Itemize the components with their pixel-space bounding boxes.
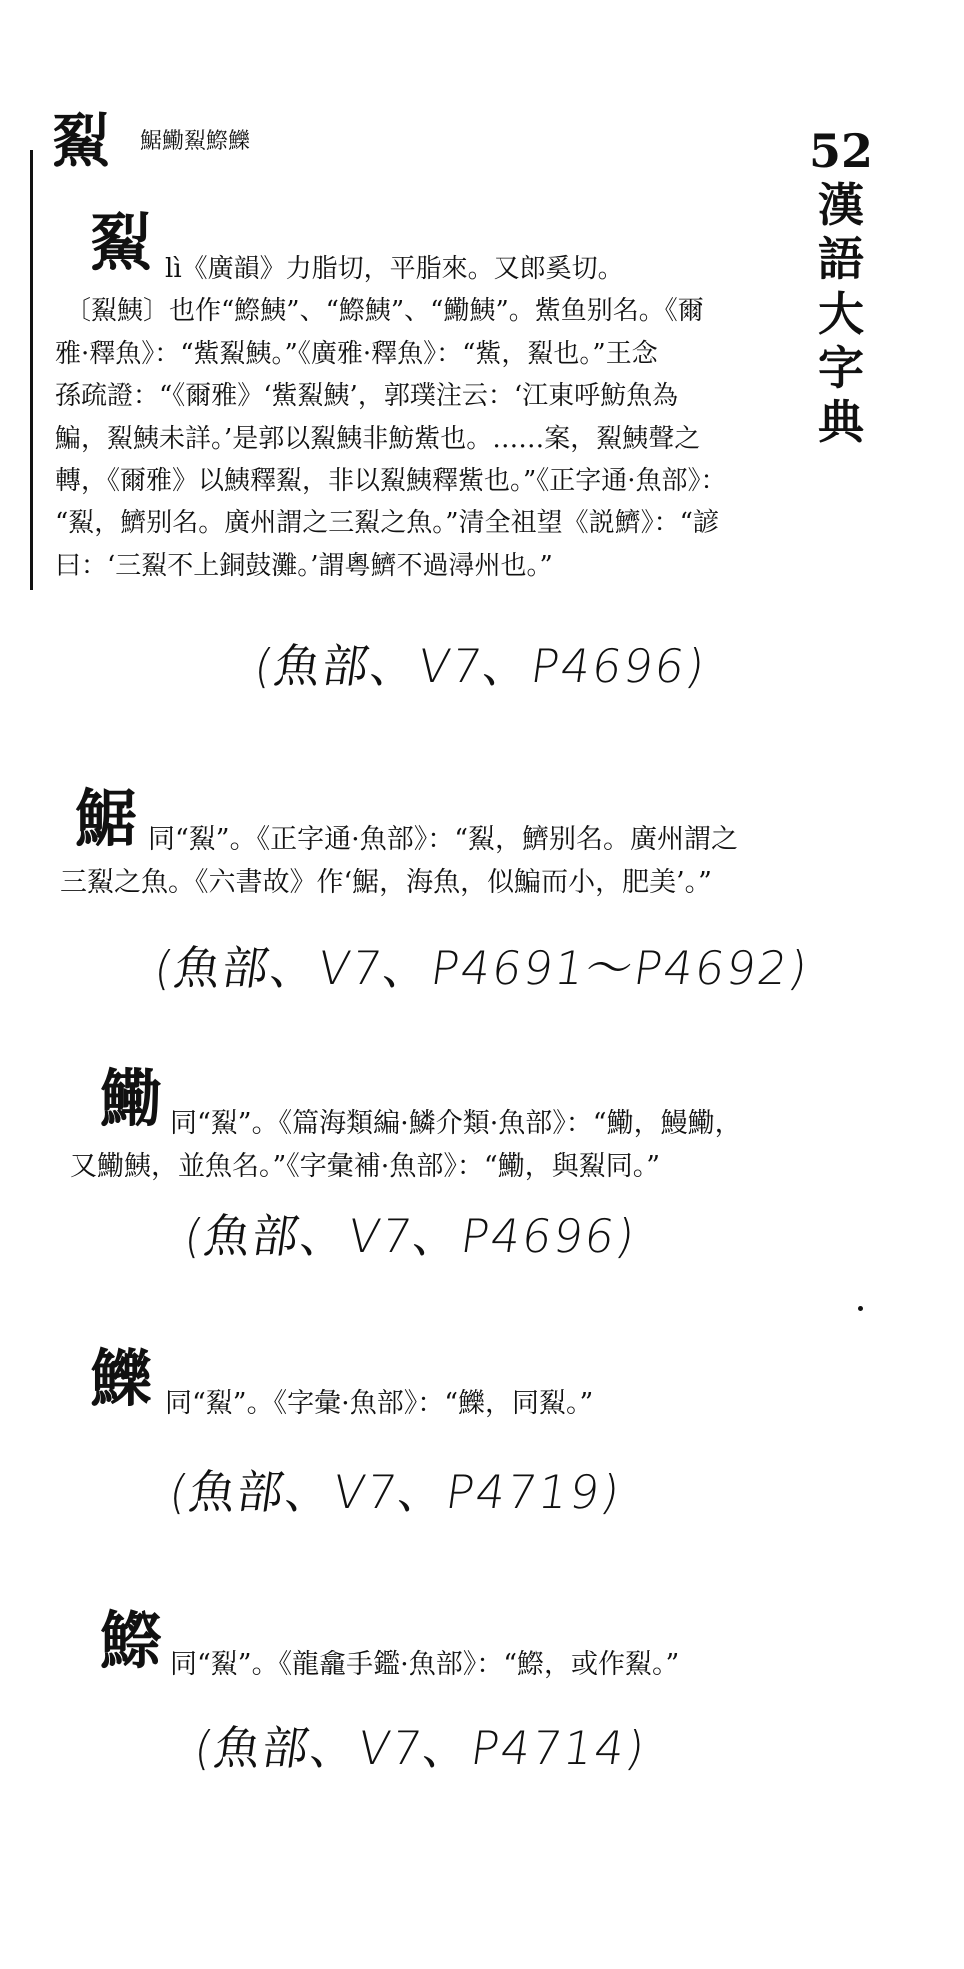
entry2-head-char: 䱟 (75, 782, 138, 855)
entry3-line: 同“鮤”。《篇海類編·鱗介類·魚部》：“鰳，鰻鰳， (170, 1108, 742, 1139)
stray-mark (858, 1306, 863, 1311)
entry1-line: 鯿，鮤鮧未詳。’是郭以鮤鮧非魴鮆也。……案，鮤鮧聲之 (55, 423, 701, 454)
entry3-line: 又鰳鮧，並魚名。”《字彙補·魚部》：“鰳，與鮤同。” (70, 1151, 660, 1183)
entry5-line: 同“鮤”。《龍龕手鑑·魚部》：“鰶，或作鮤。” (170, 1649, 680, 1680)
header-variant-chars: 䱟鰳鮤鰶鱳 (140, 129, 251, 154)
entry1-line: lì《廣韻》力脂切，平脂來。又郎奚切。 (165, 254, 624, 284)
entry2-line: 同“鮤”。《正字通·魚部》：“鮤，鱭别名。廣州謂之 (148, 824, 738, 855)
entry1-line: 孫疏證：“《爾雅》‘鮆鮤鮧’，郭璞注云：‘江東呼魴魚為 (55, 381, 679, 412)
entry1-line: “鮤，鱭别名。廣州謂之三鮤之魚。”清全祖望《説鱭》：“諺 (55, 508, 719, 539)
entry1-line: 曰：‘三鮤不上銅鼓灘。’謂粵鱭不過潯州也。” (55, 550, 553, 581)
entry2-handwritten-note: (魚部、V7、P4691～P4692) (150, 941, 813, 995)
page-number: 52 (808, 124, 873, 178)
margin-rule (30, 150, 33, 590)
entry3-head-char: 鰳 (100, 1062, 163, 1135)
entry1-line: 雅·釋魚》：“鮆鮤鮧。”《廣雅·釋魚》：“鮆，鮤也。”王念 (55, 338, 658, 369)
entry3-text (70, 1102, 830, 1188)
entry2-text (60, 818, 820, 904)
header-main-char: 鮤 (52, 107, 111, 175)
book-title (806, 178, 876, 449)
entry1-head-char: 鮤 (90, 206, 153, 279)
entry1-handwritten-note: (魚部、V7、P4696) (250, 639, 710, 693)
entry4-handwritten-note: (魚部、V7、P4719) (165, 1465, 625, 1519)
entry1-line: 轉，《爾雅》以鮧釋鮤，非以鮤鮧釋鮆也。”《正字通·魚部》： (55, 465, 727, 496)
book-title-text: 漢語大字典 (818, 178, 864, 450)
entry3-handwritten-note: (魚部、V7、P4696) (180, 1209, 640, 1263)
entry2-line: 三鮤之魚。《六書故》作‘䱟，海魚，似鯿而小，肥美’。” (60, 867, 712, 899)
entry4-line: 同“鮤”。《字彙·魚部》：“鱳，同鮤。” (165, 1388, 594, 1419)
entry5-head-char: 鰶 (100, 1604, 163, 1677)
entry4-head-char: 鱳 (90, 1342, 153, 1415)
entry1-line: 〔鮤鮧〕也作“鰶鮧”、“鰶鮧”、“鰳鮧”。鮆鱼别名。《爾 (65, 296, 704, 327)
entry5-handwritten-note: (魚部、V7、P4714) (190, 1721, 650, 1775)
entry1-text (55, 248, 805, 587)
entry4-text (165, 1382, 815, 1425)
entry5-text (170, 1643, 820, 1686)
